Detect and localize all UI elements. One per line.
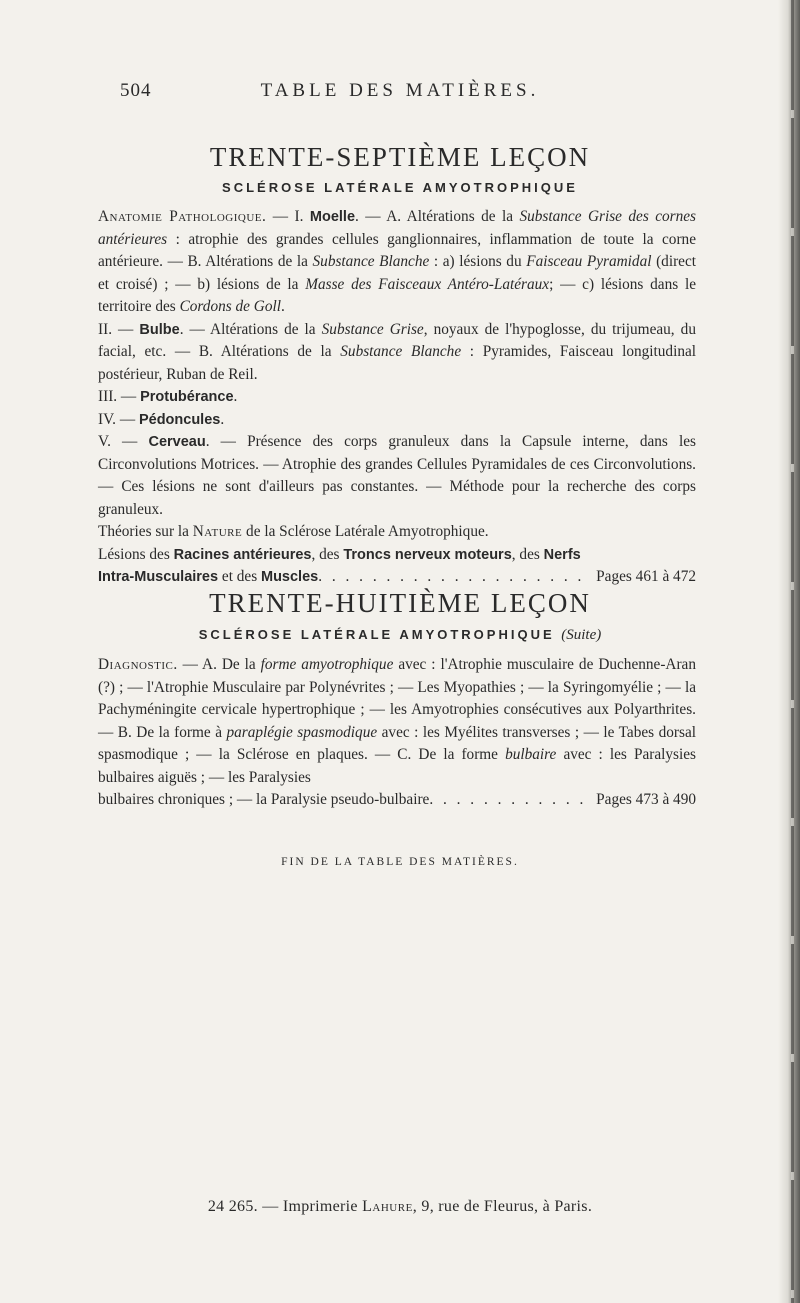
text-run: , des <box>311 545 344 563</box>
text-run: . — Altérations de la <box>179 320 322 338</box>
text-run: Substance Grise <box>321 320 424 338</box>
text-run: . <box>233 388 238 405</box>
text-run: de la Sclérose Latérale Amyotrophique. <box>242 523 489 540</box>
text-run: avec : l'Atrophie musculaire de Duchenne-Aran (?) ; — l'Atrophie Musculaire par Polynévrites ; — Les Myopathies ; — la Syringomyélie ; — la Pachyméningite cervicale hypertrophique ; — les Amyotrophies consécutives aux Polyarthrites. — B. De la forme à <box>98 656 696 741</box>
lesson-37-title: TRENTE-SEPTIÈME LEÇON <box>209 142 591 172</box>
text-run: 24 265. — Imprimerie <box>207 1198 363 1215</box>
leader-dots <box>318 566 590 589</box>
text-run: , des <box>511 545 544 563</box>
text-run: Lésions des <box>98 545 174 563</box>
lesson-37-paragraph-bulbe <box>98 319 696 387</box>
lesson-38-subtitle-suffix: (Suite) <box>561 627 602 643</box>
text-run: . <box>280 298 285 315</box>
text-run: , noyaux de l'hypoglosse, du trijumeau, du facial, etc. — B. Altérations de la <box>98 320 696 360</box>
text-run: Diagnostic. <box>98 656 178 673</box>
lesson-37-pages: Pages 461 à 472 <box>596 568 696 585</box>
text-run: et des <box>218 568 261 585</box>
text-run: Muscles <box>260 569 319 585</box>
text-run: bulbaires chroniques ; — la Paralysie pseudo-bulbaire <box>98 791 430 808</box>
printer-imprint <box>0 1198 800 1216</box>
running-header <box>120 80 680 106</box>
text-run: Protubérance <box>140 389 234 405</box>
text-run: — I. <box>266 208 310 225</box>
text-run: Pédoncules <box>138 411 221 428</box>
text-run: Bulbe <box>139 321 180 338</box>
text-run: II. — <box>98 320 140 338</box>
text-run: V. — <box>98 433 149 450</box>
text-run: ; — c) lésions dans le territoire des <box>98 275 697 315</box>
text-run: paraplégie spasmodique <box>226 723 378 741</box>
lesson-38-subtitle-text: SCLÉROSE LATÉRALE AMYOTROPHIQUE <box>198 627 555 642</box>
lesson-38-paragraph-diagnostic <box>98 654 696 789</box>
lesson-38-subtitle <box>0 627 800 644</box>
text-run: Cordons de Goll <box>179 298 281 315</box>
lesson-37-paragraph-lesions <box>98 544 696 567</box>
text-run: (direct et croisé) ; — b) lésions de la <box>98 253 697 293</box>
text-run: : Pyramides, Faisceau longitudinal postérieur, Ruban de Reil. <box>98 343 697 383</box>
text-run: forme amyotrophique <box>260 656 394 673</box>
text-run: — A. De la <box>177 656 261 673</box>
text-run: . — A. Altérations de la <box>355 208 520 225</box>
page-number: 504 <box>120 80 152 101</box>
lesson-38-title: TRENTE-HUITIÈME LEÇON <box>209 588 591 618</box>
text-run: Anatomie Pathologique. <box>98 208 267 225</box>
text-run: Lahure <box>362 1198 413 1215</box>
text-run: Substance Grise des cornes antérieures <box>98 208 696 248</box>
text-run: Nerfs <box>543 546 581 563</box>
text-run: Faisceau Pyramidal <box>526 253 652 270</box>
lesson-38-page-reference-line <box>98 789 696 812</box>
lesson-37-paragraph-protuberance <box>98 386 696 409</box>
text-run: Intra-Musculaires <box>98 569 219 585</box>
running-title: TABLE DES MATIÈRES. <box>260 80 540 101</box>
text-run: III. — <box>98 388 141 405</box>
lesson-37-page-reference-line <box>98 566 696 589</box>
lesson-37-paragraph-pedoncules <box>98 409 696 432</box>
page-edge-shadow <box>778 0 800 1303</box>
text-run: Masse des Faisceaux Antéro-Latéraux <box>305 275 550 293</box>
lesson-37-paragraph-cerveau <box>98 431 696 521</box>
end-of-table-note: FIN DE LA TABLE DES MATIÈRES. <box>281 856 519 868</box>
text-run: : atrophie des grandes cellules ganglionnaires, inflammation de toute la corne antérieure. — B. Altérations de la <box>98 230 696 270</box>
text-run: : a) lésions du <box>429 253 527 270</box>
lesson-37-paragraph-anatomie <box>98 206 696 319</box>
text-run: avec : les Myélites transverses ; — le Tabes dorsal spasmodique ; — la Sclérose en plaques. — C. De la forme <box>98 723 696 763</box>
text-run: Théories sur la <box>98 523 193 540</box>
page-edge-stripes <box>791 0 794 1303</box>
text-run: Substance Blanche <box>340 343 462 360</box>
text-run: Racines antérieures <box>173 546 312 563</box>
text-run: bulbaire <box>505 746 557 763</box>
lesson-37-body <box>98 206 696 589</box>
lesson-38-last-line <box>98 789 429 812</box>
leader-dots <box>429 789 590 812</box>
lesson-37-subtitle: SCLÉROSE LATÉRALE AMYOTROPHIQUE <box>222 180 578 195</box>
lesson-37-paragraph-theories <box>98 521 696 544</box>
text-run: Troncs nerveux moteurs <box>343 546 512 563</box>
text-run: IV. — <box>98 410 139 428</box>
text-run: Cerveau <box>148 434 206 450</box>
text-run: avec : les Paralysies bulbaires aiguës ; — les Paralysies <box>98 746 696 786</box>
text-run: . — Présence des corps granuleux dans la Capsule interne, dans les Circonvolutions Motrices. — Atrophie des grandes Cellules Pyramidales de ces Circonvolutions. — Ces lésions ne sont d'ailleurs pas constantes. — Méthode pour la recherche des corps granuleux. <box>98 433 696 518</box>
text-run: Nature <box>192 523 243 540</box>
lesson-38-body <box>98 654 696 812</box>
text-run: . <box>220 410 225 428</box>
lesson-38-pages: Pages 473 à 490 <box>596 791 696 808</box>
lesson-37-last-line <box>98 566 318 589</box>
text-run: Moelle <box>309 209 356 225</box>
text-run: Substance Blanche <box>312 253 430 270</box>
text-run: , 9, rue de Fleurus, à Paris. <box>412 1198 593 1215</box>
